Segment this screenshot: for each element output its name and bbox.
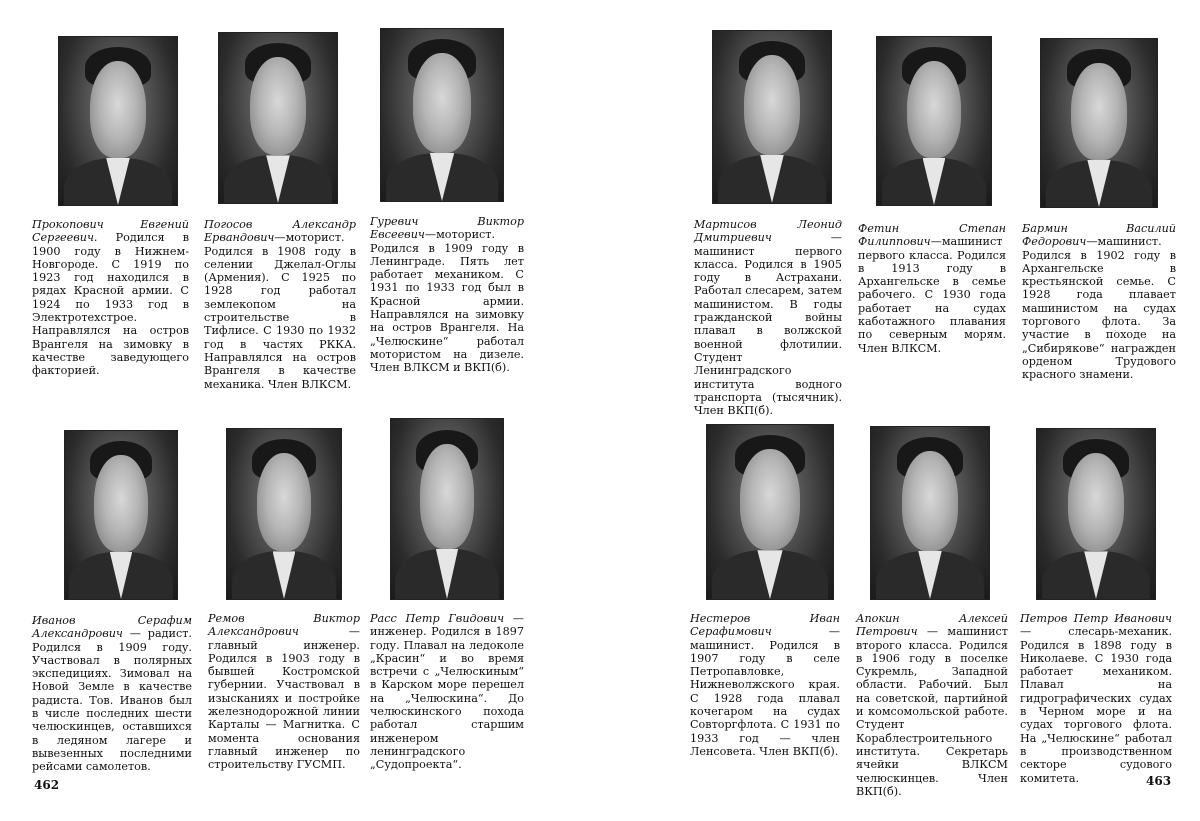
portrait-photo (1036, 428, 1156, 600)
page-number-right: 463 (1146, 774, 1172, 788)
person-name: Погосов Александр Ервандович (204, 218, 356, 245)
bio-pogosov (204, 218, 356, 391)
person-desc: —машинист первого класса. Родился в 1913 году в Архангельске в семье рабочего. С 1930 года работает на судах каботажного плавания по северным морям. Член ВЛКСМ. (858, 235, 1006, 355)
person-desc: — машинист. Родился в 1907 году в селе Петропавловке, Нижневолжского края. С 1928 года плавал кочегаром на судах Совторгфлота. С 1931 по 1933 год — член Ленсовета. Член ВКП(б). (690, 625, 840, 758)
portrait-photo (226, 428, 342, 600)
person-name: Апокин Алексей Петрович (856, 612, 1008, 639)
person-name: Гуревич Виктор Евсеевич (370, 215, 524, 242)
portrait-photo (64, 430, 178, 600)
portrait-photo (380, 28, 504, 202)
person-name: Ремов Виктор Александрович (208, 612, 360, 639)
page-number-left: 462 (34, 778, 60, 792)
person-name: Петров Петр Иванович (1020, 612, 1172, 625)
portrait-photo (870, 426, 990, 600)
person-desc: — машинист первого класса. Родился в 1905 году в Астрахани. Работал слесарем, затем машинистом. В годы гражданской войны плавал в волжской военной флотилии. Студент Ленинградского института водного транспорта (тысячник). Член ВКП(б). (694, 231, 842, 418)
person-desc: — слесарь-механик. Родился в 1898 году в Николаеве. С 1930 года работает механиком. Плавал на гидрографических судах в Черном море и на судах торгового флота. На „Челюскине“ работал в производственном секторе судового комитета. (1020, 625, 1172, 785)
person-name: Мартисов Леонид Дмитриевич (694, 218, 842, 245)
person-name: Нестеров Иван Серафимович (690, 612, 840, 639)
portrait-photo (712, 30, 832, 204)
person-name: Иванов Серафим Александрович (32, 614, 192, 641)
bio-petrov (1020, 612, 1172, 785)
person-desc: — радист. Родился в 1909 году. Участвовал в полярных экспедициях. Зимовал на Новой Земле в качестве радиста. Тов. Иванов был в числе последних шести челюскинцев, оставшихся в ледяном лагере и вывезенных последними рейсами самолетов. (32, 627, 192, 774)
bio-fetin (858, 222, 1006, 355)
portrait-photo (706, 424, 834, 600)
person-desc: — главный инженер. Родился в 1903 году в бывшей Костромской губернии. Участвовал в изысканиях и постройке железнодорожной линии Карталы — Магнитка. С момента основания главный инженер по строительству ГУСМП. (208, 625, 360, 772)
bio-remov (208, 612, 360, 772)
person-name: Расс Петр Гвидович (370, 612, 505, 625)
bio-barmin (1022, 222, 1176, 382)
person-name: Бармин Василий Федорович (1022, 222, 1176, 249)
person-desc: — инженер. Родился в 1897 году. Плавал на ледоколе „Красин“ и во время встречи с „Челюскиным“ в Карском море перешел на „Челюскина“. До челюскинского похода работал старшим инженером ленинградского „Судопроекта“. (370, 612, 524, 772)
portrait-photo (1040, 38, 1158, 208)
bio-prokopovich (32, 218, 189, 378)
person-desc: —машинист. Родился в 1902 году в Архангельске в крестьянской семье. С 1928 года плавает машинистом на судах торгового флота. За участие в походе на „Сибирякове“ награжден орденом Трудового красного знамени. (1022, 235, 1176, 382)
bio-rass (370, 612, 524, 772)
bio-gurevich (370, 215, 524, 375)
portrait-photo (876, 36, 992, 206)
person-desc: Родился в 1900 году в Нижнем-Новгороде. С 1919 по 1923 год находился в рядах Красной армии. С 1924 по 1933 год в Электротехстрое. Направлялся на остров Врангеля на зимовку в качестве заведующего факторией. (32, 231, 189, 378)
person-desc: — машинист второго класса. Родился в 1906 году в поселке Сукремль, Западной области. Рабочий. Был на советской, партийной и комсомольской работе. Студент Кораблестроительного института. Секретарь ячейки ВЛКСМ челюскинцев. Член ВКП(б). (856, 625, 1008, 798)
portrait-photo (218, 32, 338, 204)
portrait-photo (58, 36, 178, 206)
bio-apokin (856, 612, 1008, 798)
bio-ivanov (32, 614, 192, 774)
bio-nesterov (690, 612, 840, 758)
person-desc: —моторист. Родился в 1908 году в селении Джелал-Оглы (Армения). С 1925 по 1928 год работал землекопом на строительстве в Тифлисе. С 1930 по 1932 год в частях РККА. Направлялся на остров Врангеля в качестве механика. Член ВЛКСМ. (204, 231, 356, 391)
bio-martisov (694, 218, 842, 417)
person-desc: —моторист. Родился в 1909 году в Ленинграде. Пять лет работает механиком. С 1931 по 1933 год был в Красной армии. Направлялся на зимовку на остров Врангеля. На „Челюскине“ работал мотористом на дизеле. Член ВЛКСМ и ВКП(б). (370, 228, 524, 375)
person-name: Прокопович Евгений Сергеевич. (32, 218, 189, 245)
person-name: Фетин Степан Филиппович (858, 222, 1006, 249)
portrait-photo (390, 418, 504, 600)
